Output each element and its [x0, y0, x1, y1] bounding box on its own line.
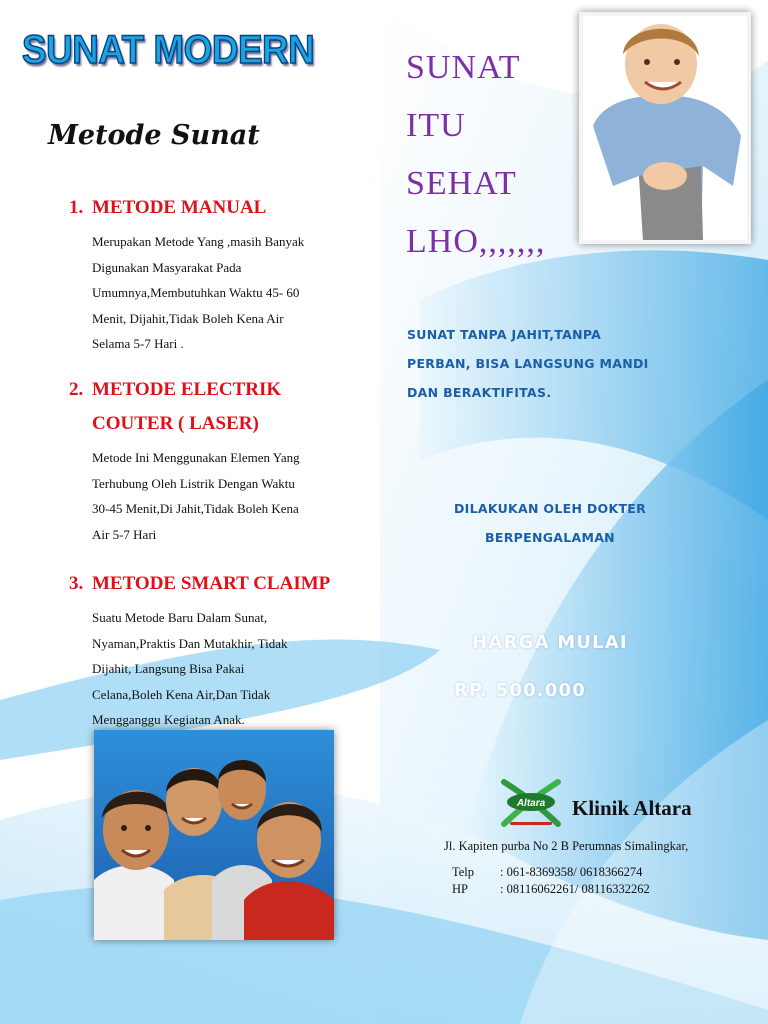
price-value: RP. 500.000 — [453, 680, 587, 701]
method-title — [69, 191, 357, 225]
method-description-line: Terhubung Oleh Listrik Dengan Waktu — [92, 475, 295, 491]
method-description-line: Digunakan Masyarakat Pada — [92, 259, 242, 275]
doctor-line: DILAKUKAN OLEH DOKTER — [453, 501, 647, 516]
method-number: 3. — [69, 573, 84, 594]
method-description-line: Menit, Dijahit,Tidak Boleh Kena Air — [92, 310, 284, 326]
children-group-photo — [94, 730, 334, 940]
method-description — [92, 605, 357, 733]
method-description-line: 30-45 Menit,Di Jahit,Tidak Boleh Kena — [92, 501, 299, 516]
price-label: HARGA MULAI — [472, 632, 628, 653]
method-3 — [69, 567, 357, 733]
method-description — [92, 445, 357, 547]
doctor-line: BERPENGALAMAN — [485, 530, 615, 545]
method-title — [69, 567, 357, 601]
right-heading — [406, 39, 545, 271]
method-title-line: COUTER ( LASER) — [92, 413, 259, 434]
promo-line: DAN BERAKTIFITAS. — [407, 385, 552, 400]
heading-line: ITU — [406, 107, 466, 144]
altara-logo — [496, 778, 566, 830]
method-2 — [69, 373, 357, 547]
method-description — [92, 229, 357, 357]
boy-illustration — [583, 16, 747, 240]
boy-photo — [579, 12, 751, 244]
clinic-address: Jl. Kapiten purba No 2 B Perumnas Simalingkar, — [444, 839, 689, 853]
contact-value: : 061-8369358/ 0618366274 — [500, 865, 643, 879]
method-number: 2. — [69, 379, 84, 400]
heading-line: LHO,,,,,,, — [406, 223, 546, 260]
contact-label: Telp — [452, 865, 475, 879]
method-title-text — [92, 373, 281, 441]
page-subtitle: Metode Sunat — [48, 120, 260, 151]
clinic-name: Klinik Altara — [572, 796, 692, 820]
promo-line: SUNAT TANPA JAHIT,TANPA — [407, 327, 602, 342]
method-description-line: Metode Ini Menggunakan Elemen Yang — [92, 450, 300, 465]
method-description-line: Selama 5-7 Hari . — [92, 336, 184, 351]
contact-value: : 08116062261/ 08116332262 — [500, 882, 650, 896]
heading-line: SEHAT — [406, 165, 517, 202]
method-number: 1. — [69, 197, 84, 218]
method-title — [69, 373, 357, 441]
promo-text — [407, 320, 649, 407]
altara-logo-text: Altara — [516, 798, 546, 809]
page-title: SUNAT MODERN — [22, 28, 315, 72]
method-description-line: Merupakan Metode Yang ,masih Banyak — [92, 234, 305, 249]
promo-line: PERBAN, BISA LANGSUNG MANDI — [407, 356, 649, 371]
contact-row — [452, 881, 650, 898]
method-title-text: METODE SMART CLAIMP — [92, 573, 331, 594]
method-title-line: METODE ELECTRIK — [92, 379, 282, 400]
method-description-line: Umumnya,Membutuhkan Waktu 45- 60 — [92, 285, 300, 300]
contact-row — [452, 864, 650, 881]
clinic-contacts — [452, 864, 650, 898]
heading-line: SUNAT — [406, 49, 521, 86]
method-description-line: Dijahit, Langsung Bisa Pakai — [92, 661, 245, 676]
method-title-text: METODE MANUAL — [92, 197, 267, 218]
method-description-line: Air 5-7 Hari — [92, 526, 157, 542]
method-1 — [69, 191, 357, 357]
method-description-line: Nyaman,Praktis Dan Mutakhir, Tidak — [92, 635, 288, 651]
altara-logo-icon — [496, 778, 566, 830]
children-group-illustration — [94, 730, 334, 940]
contact-label: HP — [452, 882, 468, 896]
method-description-line: Celana,Boleh Kena Air,Dan Tidak — [92, 686, 271, 702]
method-description-line: Mengganggu Kegiatan Anak. — [92, 712, 245, 727]
doctor-text — [400, 494, 700, 552]
method-description-line: Suatu Metode Baru Dalam Sunat, — [92, 610, 268, 625]
